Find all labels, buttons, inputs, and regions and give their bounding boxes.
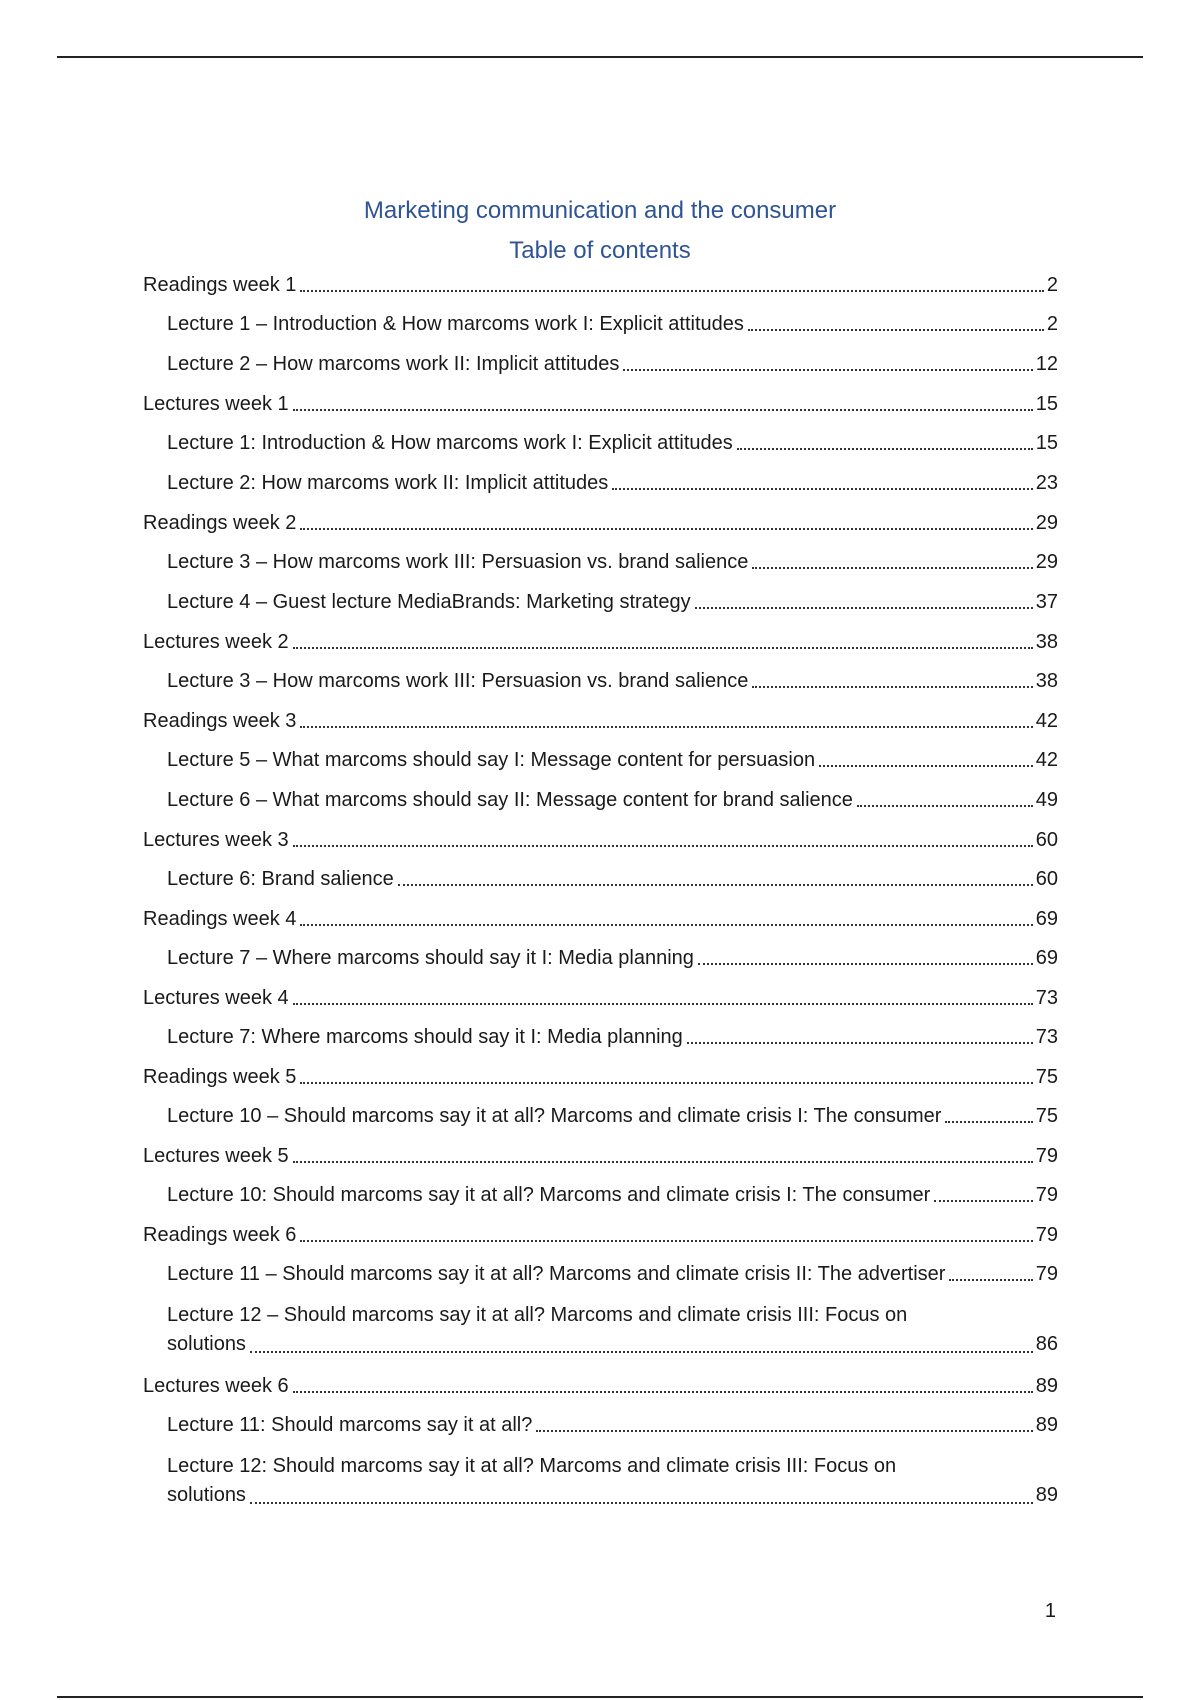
toc-page-number: 86 (1035, 1333, 1058, 1355)
toc-entry-title: Lectures week 1 (143, 393, 289, 415)
toc-entry-title: Lecture 1: Introduction & How marcoms work I: Explicit attitudes (167, 432, 733, 454)
dot-leader (250, 1502, 1033, 1504)
toc-page-number: 79 (1035, 1145, 1058, 1167)
toc-entry-continuation (167, 1330, 1058, 1359)
toc-entry-title: Lecture 7 – Where marcoms should say it I: Media planning (167, 947, 694, 969)
dot-leader (293, 1161, 1033, 1163)
toc-subsection-entry[interactable] (143, 430, 1058, 456)
toc-entry-title: Lectures week 2 (143, 631, 289, 653)
toc-subsection-entry[interactable] (143, 1103, 1058, 1129)
toc-page-number: 2 (1046, 274, 1058, 296)
toc-entry-title: Lecture 11 – Should marcoms say it at all? Marcoms and climate crisis II: The advertiser (167, 1263, 946, 1285)
toc-page-number: 79 (1035, 1224, 1058, 1246)
dot-leader (695, 607, 1033, 609)
toc-entry-title: Lecture 6: Brand salience (167, 868, 394, 890)
dot-leader (687, 1042, 1033, 1044)
toc-entry-title: Lecture 6 – What marcoms should say II: Message content for brand salience (167, 789, 853, 811)
toc-entry-title: Lecture 10 – Should marcoms say it at all? Marcoms and climate crisis I: The consumer (167, 1105, 942, 1127)
toc-page-number: 12 (1035, 353, 1058, 375)
dot-leader (293, 409, 1033, 411)
dot-leader (698, 963, 1033, 965)
dot-leader (300, 924, 1032, 926)
toc-page-number: 60 (1035, 868, 1058, 890)
toc-entry-title: Lecture 12 – Should marcoms say it at all? Marcoms and climate crisis III: Focus on (167, 1304, 908, 1326)
dot-leader (536, 1430, 1032, 1432)
toc-section-entry[interactable] (143, 827, 1058, 853)
toc-page-number: 42 (1035, 710, 1058, 732)
toc-page-number: 75 (1035, 1105, 1058, 1127)
dot-leader (623, 369, 1032, 371)
dot-leader (737, 448, 1033, 450)
dot-leader (300, 1082, 1032, 1084)
toc-subsection-entry[interactable] (143, 747, 1058, 773)
toc-entry-title: Lecture 2 – How marcoms work II: Implicit attitudes (167, 353, 620, 375)
toc-page-number: 89 (1035, 1414, 1058, 1436)
dot-leader (300, 290, 1043, 292)
toc-subsection-entry[interactable] (143, 351, 1058, 377)
toc-entry-title: Lecture 4 – Guest lecture MediaBrands: Marketing strategy (167, 591, 691, 613)
toc-entry-title: Readings week 2 (143, 512, 297, 534)
toc-section-entry[interactable] (143, 1143, 1058, 1169)
toc-section-entry[interactable] (143, 391, 1058, 417)
dot-leader (293, 1003, 1033, 1005)
toc-page-number: 38 (1035, 670, 1058, 692)
toc-page-number: 73 (1035, 987, 1058, 1009)
toc-subsection-entry[interactable] (143, 668, 1058, 694)
toc-entry-title: Lectures week 4 (143, 987, 289, 1009)
toc-entry-title: Lecture 3 – How marcoms work III: Persuasion vs. brand salience (167, 670, 749, 692)
dot-leader (945, 1121, 1032, 1123)
dot-leader (752, 686, 1032, 688)
toc-entry-title: Lecture 10: Should marcoms say it at all? Marcoms and climate crisis I: The consumer (167, 1184, 931, 1206)
header-rule (57, 56, 1143, 58)
dot-leader (250, 1351, 1033, 1353)
page-number: 1 (1044, 1600, 1056, 1622)
toc-entry-title: Readings week 4 (143, 908, 297, 930)
toc-page-number: 60 (1035, 829, 1058, 851)
toc-page-number: 49 (1035, 789, 1058, 811)
dot-leader (752, 567, 1032, 569)
dot-leader (934, 1200, 1032, 1202)
toc-subsection-entry[interactable] (143, 1452, 1058, 1510)
toc-subsection-entry[interactable] (143, 1261, 1058, 1287)
dot-leader (612, 488, 1033, 490)
dot-leader (300, 528, 1032, 530)
dot-leader (293, 845, 1033, 847)
toc-page-number: 29 (1035, 551, 1058, 573)
toc-page-number: 73 (1035, 1026, 1058, 1048)
toc-subsection-entry[interactable] (143, 1024, 1058, 1050)
toc-subsection-entry[interactable] (143, 866, 1058, 892)
toc-section-entry[interactable] (143, 272, 1058, 298)
toc-section-entry[interactable] (143, 1373, 1058, 1399)
toc-subsection-entry[interactable] (143, 470, 1058, 496)
dot-leader (819, 765, 1033, 767)
toc-subsection-entry[interactable] (143, 1412, 1058, 1438)
toc-section-entry[interactable] (143, 1222, 1058, 1248)
toc-page-number: 79 (1035, 1184, 1058, 1206)
dot-leader (949, 1279, 1032, 1281)
toc-page-number: 38 (1035, 631, 1058, 653)
toc-page-number: 75 (1035, 1066, 1058, 1088)
table-of-contents (143, 272, 1058, 1524)
toc-entry-title-continued: solutions (167, 1333, 246, 1355)
toc-entry-title: Readings week 1 (143, 274, 297, 296)
toc-page-number: 89 (1035, 1375, 1058, 1397)
toc-subsection-entry[interactable] (143, 787, 1058, 813)
toc-page-number: 79 (1035, 1263, 1058, 1285)
toc-entry-title-continued: solutions (167, 1484, 246, 1506)
toc-heading: Table of contents (509, 237, 691, 264)
toc-entry-title: Lecture 7: Where marcoms should say it I: Media planning (167, 1026, 683, 1048)
toc-section-entry[interactable] (143, 708, 1058, 734)
toc-entry-title: Readings week 3 (143, 710, 297, 732)
dot-leader (293, 647, 1033, 649)
toc-subsection-entry[interactable] (143, 1301, 1058, 1359)
toc-page-number: 89 (1035, 1484, 1058, 1506)
toc-page-number: 23 (1035, 472, 1058, 494)
dot-leader (857, 805, 1033, 807)
toc-entry-title: Readings week 6 (143, 1224, 297, 1246)
toc-section-entry[interactable] (143, 1064, 1058, 1090)
dot-leader (748, 329, 1044, 331)
toc-entry-title: Lecture 12: Should marcoms say it at all? Marcoms and climate crisis III: Focus on (167, 1455, 897, 1477)
toc-page-number: 15 (1035, 393, 1058, 415)
toc-page-number: 15 (1035, 432, 1058, 454)
toc-subsection-entry[interactable] (143, 945, 1058, 971)
toc-section-entry[interactable] (143, 629, 1058, 655)
toc-entry-title: Lecture 3 – How marcoms work III: Persuasion vs. brand salience (167, 551, 749, 573)
dot-leader (293, 1391, 1033, 1393)
footer-rule (57, 1696, 1143, 1698)
dot-leader (398, 884, 1033, 886)
toc-entry-title: Lecture 1 – Introduction & How marcoms work I: Explicit attitudes (167, 313, 744, 335)
toc-entry-title: Lectures week 3 (143, 829, 289, 851)
toc-section-entry[interactable] (143, 985, 1058, 1011)
toc-page-number: 69 (1035, 947, 1058, 969)
toc-entry-continuation (167, 1481, 1058, 1510)
toc-subsection-entry[interactable] (143, 589, 1058, 615)
toc-subsection-entry[interactable] (143, 549, 1058, 575)
toc-page-number: 29 (1035, 512, 1058, 534)
toc-section-entry[interactable] (143, 510, 1058, 536)
toc-entry-title: Readings week 5 (143, 1066, 297, 1088)
toc-entry-title: Lecture 2: How marcoms work II: Implicit attitudes (167, 472, 609, 494)
toc-page-number: 69 (1035, 908, 1058, 930)
toc-entry-title: Lecture 5 – What marcoms should say I: Message content for persuasion (167, 749, 816, 771)
toc-entry-title: Lectures week 5 (143, 1145, 289, 1167)
toc-entry-title: Lecture 11: Should marcoms say it at all? (167, 1414, 533, 1436)
toc-subsection-entry[interactable] (143, 1182, 1058, 1208)
toc-page-number: 37 (1035, 591, 1058, 613)
dot-leader (300, 1240, 1032, 1242)
toc-page-number: 2 (1046, 313, 1058, 335)
dot-leader (300, 726, 1032, 728)
toc-subsection-entry[interactable] (143, 311, 1058, 337)
toc-section-entry[interactable] (143, 906, 1058, 932)
document-title: Marketing communication and the consumer (363, 197, 837, 224)
toc-entry-title: Lectures week 6 (143, 1375, 289, 1397)
toc-page-number: 42 (1035, 749, 1058, 771)
